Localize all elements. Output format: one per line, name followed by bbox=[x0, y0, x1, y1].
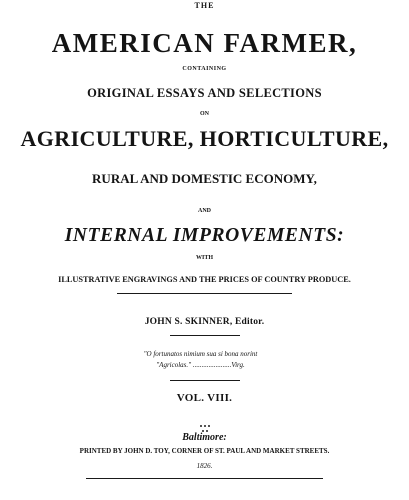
containing-label: CONTAINING bbox=[182, 66, 227, 72]
and-label: AND bbox=[198, 208, 211, 214]
motto-line-2: "Agricolas." ......................Virg. bbox=[156, 361, 245, 369]
rule-4 bbox=[86, 478, 323, 479]
agriculture-line: AGRICULTURE, HORTICULTURE, bbox=[20, 126, 389, 151]
with-label: WITH bbox=[195, 255, 213, 261]
internal-improvements-line: INTERNAL IMPROVEMENTS: bbox=[64, 225, 345, 246]
printer-line: PRINTED BY JOHN D. TOY, CORNER OF ST. PAUL AND MARKET STREETS. bbox=[79, 447, 330, 455]
editor-line: JOHN S. SKINNER, Editor. bbox=[144, 317, 265, 327]
year-line: 1826. bbox=[196, 462, 213, 470]
place-line: Baltimore: bbox=[182, 432, 227, 443]
illustrative-line: ILLUSTRATIVE ENGRAVINGS AND THE PRICES OF COUNTRY PRODUCE. bbox=[58, 275, 351, 284]
volume-line: VOL. VIII. bbox=[176, 392, 233, 404]
article-the: THE bbox=[194, 1, 215, 10]
rural-economy-line: RURAL AND DOMESTIC ECONOMY, bbox=[92, 171, 317, 186]
rule-1 bbox=[117, 293, 292, 294]
main-title: AMERICAN FARMER, bbox=[51, 28, 358, 58]
motto-line-1: "O fortunatos nimium sua si bona norint bbox=[143, 350, 258, 358]
original-essays-line: ORIGINAL ESSAYS AND SELECTIONS bbox=[87, 86, 322, 100]
on-label: ON bbox=[200, 111, 209, 117]
rule-2 bbox=[170, 335, 240, 336]
rule-3 bbox=[170, 380, 240, 381]
